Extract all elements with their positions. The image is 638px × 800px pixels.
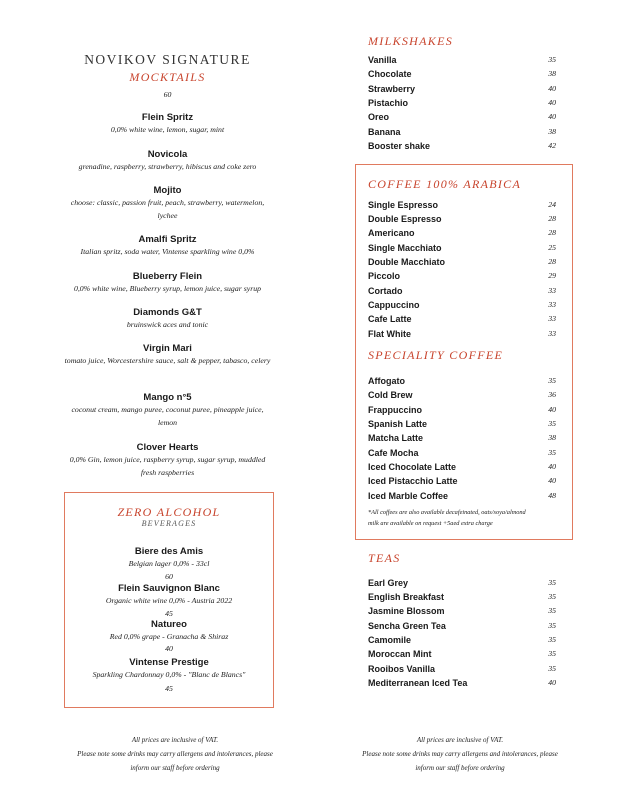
zero-item	[66, 657, 272, 697]
menu-row	[368, 419, 556, 433]
menu-row	[368, 257, 556, 271]
mocktail-item	[62, 392, 273, 429]
item-price: 42	[548, 141, 556, 150]
item-name: Mediterranean Iced Tea	[368, 678, 468, 688]
item-price: 38	[548, 127, 556, 136]
menu-row	[368, 300, 556, 314]
mocktail-desc: Italian spritz, soda water, Vintense sparkling wine 0,0%	[80, 247, 255, 256]
brand-title: NOVIKOV SIGNATURE	[84, 52, 251, 67]
menu-row	[368, 243, 556, 257]
item-name: Piccolo	[368, 271, 401, 281]
item-price: 35	[548, 592, 556, 601]
zero-item-name: Flein Sauvignon Blanc	[118, 583, 220, 594]
footer-right	[335, 733, 585, 775]
coffee-note	[368, 507, 568, 529]
menu-row	[368, 214, 556, 228]
item-name: Americano	[368, 228, 415, 238]
menu-row	[368, 314, 556, 328]
item-name: Chocolate	[368, 69, 412, 79]
zero-item-price: 40	[165, 644, 173, 653]
item-name: Cold Brew	[368, 390, 413, 400]
menu-row	[368, 448, 556, 462]
zero-item-name: Natureo	[151, 619, 187, 630]
item-price: 40	[548, 462, 556, 471]
zero-item-desc: Sparkling Chardonnay 0,0% - "Blanc de Blancs"	[92, 670, 246, 679]
mocktail-desc: bruinswick aces and tonic	[126, 320, 209, 329]
mocktail-desc: coconut cream, mango puree, coconut puree, pineapple juice, lemon	[71, 405, 264, 427]
item-price: 35	[548, 621, 556, 630]
coffee-note-line: *All coffees are also available decafeinated, oats/soya/almond	[368, 509, 526, 516]
mocktail-item	[62, 343, 273, 367]
mocktail-desc: grenadine, raspberry, strawberry, hibiscus and coke zero	[78, 162, 257, 171]
item-price: 35	[548, 578, 556, 587]
footer-inform: inform our staff before ordering	[415, 764, 505, 772]
item-price: 35	[548, 635, 556, 644]
item-name: Cortado	[368, 286, 403, 296]
zero-item	[66, 583, 272, 620]
menu-row	[368, 228, 556, 242]
footer-left	[50, 733, 300, 775]
footer-allergens: Please note some drinks may carry allergens and intolerances, please	[362, 750, 558, 758]
mocktails-price: 60	[163, 90, 172, 99]
mocktail-item	[62, 442, 273, 479]
item-name: Moroccan Mint	[368, 649, 432, 659]
item-price: 29	[548, 271, 556, 280]
item-name: Oreo	[368, 112, 390, 122]
menu-row	[368, 462, 556, 476]
zero-item-desc: Organic white wine 0,0% - Austria 2022	[105, 596, 233, 605]
zero-item-price: 45	[165, 684, 173, 693]
item-price: 35	[548, 55, 556, 64]
zero-alcohol-subtitle: BEVERAGES	[141, 519, 197, 528]
item-name: Double Espresso	[368, 214, 442, 224]
mocktails-title: MOCKTAILS	[129, 70, 206, 84]
item-price: 33	[548, 286, 556, 295]
mocktail-name: Virgin Mari	[143, 343, 192, 354]
item-price: 33	[548, 300, 556, 309]
item-price: 40	[548, 98, 556, 107]
menu-row	[368, 635, 556, 649]
menu-row	[368, 69, 556, 83]
footer-vat: All prices are inclusive of VAT.	[131, 736, 219, 744]
item-price: 35	[548, 448, 556, 457]
item-price: 25	[548, 243, 556, 252]
item-price: 38	[548, 69, 556, 78]
zero-item-desc: Belgian lager 0,0% - 33cl	[128, 559, 210, 568]
item-price: 35	[548, 649, 556, 658]
mocktail-name: Clover Hearts	[136, 442, 199, 453]
zero-item	[66, 546, 272, 583]
item-name: Spanish Latte	[368, 419, 428, 429]
menu-row	[368, 678, 556, 692]
item-name: Affogato	[368, 376, 405, 386]
mocktail-item	[62, 307, 273, 331]
zero-item-desc: Red 0,0% grape - Granacha & Shiraz	[109, 632, 229, 641]
menu-row	[368, 141, 556, 155]
item-price: 35	[548, 606, 556, 615]
mocktail-desc: 0,0% white wine, lemon, sugar, mint	[110, 125, 225, 134]
item-name: Vanilla	[368, 55, 397, 65]
mocktail-name: Novicola	[147, 149, 188, 160]
menu-row	[368, 606, 556, 620]
mocktail-name: Blueberry Flein	[132, 271, 203, 282]
item-price: 35	[548, 376, 556, 385]
zero-item-name: Biere des Amis	[134, 546, 204, 557]
item-name: Frappuccino	[368, 405, 423, 415]
milkshakes-title: MILKSHAKES	[368, 34, 453, 48]
menu-row	[368, 376, 556, 390]
zero-alcohol-title: ZERO ALCOHOL	[117, 505, 221, 519]
zero-item	[66, 619, 272, 654]
menu-row	[368, 329, 556, 343]
item-name: Jasmine Blossom	[368, 606, 445, 616]
item-name: English Breakfast	[368, 592, 445, 602]
item-price: 33	[548, 314, 556, 323]
menu-row	[368, 200, 556, 214]
mocktail-item	[62, 185, 273, 222]
menu-row	[368, 112, 556, 126]
item-price: 24	[548, 200, 556, 209]
mocktail-name: Flein Spritz	[141, 112, 194, 123]
item-name: Matcha Latte	[368, 433, 424, 443]
item-name: Single Macchiato	[368, 243, 442, 253]
footer-vat: All prices are inclusive of VAT.	[416, 736, 504, 744]
item-price: 33	[548, 329, 556, 338]
menu-row	[368, 390, 556, 404]
speciality-title: SPECIALITY COFFEE	[368, 348, 504, 362]
zero-item-price: 45	[165, 609, 173, 618]
item-price: 28	[548, 214, 556, 223]
item-price: 40	[548, 405, 556, 414]
mocktail-item	[62, 234, 273, 258]
mocktail-name: Mojito	[153, 185, 182, 196]
menu-row	[368, 405, 556, 419]
footer-inform: inform our staff before ordering	[130, 764, 220, 772]
item-price: 40	[548, 476, 556, 485]
menu-row	[368, 592, 556, 606]
item-name: Cafe Latte	[368, 314, 412, 324]
item-price: 28	[548, 228, 556, 237]
coffee-title: COFFEE 100% ARABICA	[368, 177, 522, 191]
menu-row	[368, 476, 556, 490]
item-name: Banana	[368, 127, 401, 137]
item-price: 38	[548, 433, 556, 442]
item-price: 35	[548, 419, 556, 428]
item-name: Iced Marble Coffee	[368, 491, 449, 501]
menu-row	[368, 55, 556, 69]
item-name: Cappuccino	[368, 300, 420, 310]
menu-row	[368, 286, 556, 300]
menu-row	[368, 664, 556, 678]
mocktail-desc: tomato juice, Worcestershire sauce, salt & pepper, tabasco, celery	[64, 356, 271, 365]
item-name: Camomile	[368, 635, 412, 645]
item-name: Pistachio	[368, 98, 409, 108]
item-price: 48	[548, 491, 556, 500]
item-price: 40	[548, 678, 556, 687]
menu-row	[368, 578, 556, 592]
item-name: Flat White	[368, 329, 411, 339]
mocktail-item	[62, 271, 273, 295]
mocktail-name: Mango n°5	[143, 392, 192, 403]
zero-item-name: Vintense Prestige	[129, 657, 209, 668]
item-name: Iced Pistacchio Latte	[368, 476, 458, 486]
mocktail-name: Diamonds G&T	[133, 307, 202, 318]
menu-row	[368, 98, 556, 112]
zero-item-price: 60	[165, 572, 173, 581]
item-name: Sencha Green Tea	[368, 621, 446, 631]
item-price: 36	[548, 390, 556, 399]
item-name: Double Macchiato	[368, 257, 446, 267]
mocktail-desc: 0,0% white wine, Blueberry syrup, lemon juice, sugar syrup	[73, 284, 262, 293]
menu-row	[368, 127, 556, 141]
item-price: 40	[548, 112, 556, 121]
mocktail-item	[62, 149, 273, 173]
footer-allergens: Please note some drinks may carry allergens and intolerances, please	[77, 750, 273, 758]
item-price: 28	[548, 257, 556, 266]
item-name: Iced Chocolate Latte	[368, 462, 457, 472]
menu-row	[368, 84, 556, 98]
menu-row	[368, 433, 556, 447]
mocktail-name: Amalfi Spritz	[138, 234, 197, 245]
item-name: Booster shake	[368, 141, 431, 151]
item-name: Rooibos Vanilla	[368, 664, 436, 674]
mocktail-desc: choose: classic, passion fruit, peach, strawberry, watermelon, lychee	[70, 198, 265, 220]
item-name: Cafe Mocha	[368, 448, 419, 458]
mocktail-desc: 0,0% Gin, lemon juice, raspberry syrup, sugar syrup, muddled fresh raspberries	[69, 455, 266, 477]
coffee-note-line: milk are available on request +5aed extra charge	[368, 520, 493, 527]
item-name: Earl Grey	[368, 578, 409, 588]
mocktail-item	[62, 112, 273, 136]
item-name: Single Espresso	[368, 200, 439, 210]
menu-row	[368, 271, 556, 285]
item-name: Strawberry	[368, 84, 416, 94]
menu-row	[368, 649, 556, 663]
menu-row	[368, 491, 556, 505]
item-price: 40	[548, 84, 556, 93]
menu-row	[368, 621, 556, 635]
teas-title: TEAS	[368, 551, 401, 565]
item-price: 35	[548, 664, 556, 673]
